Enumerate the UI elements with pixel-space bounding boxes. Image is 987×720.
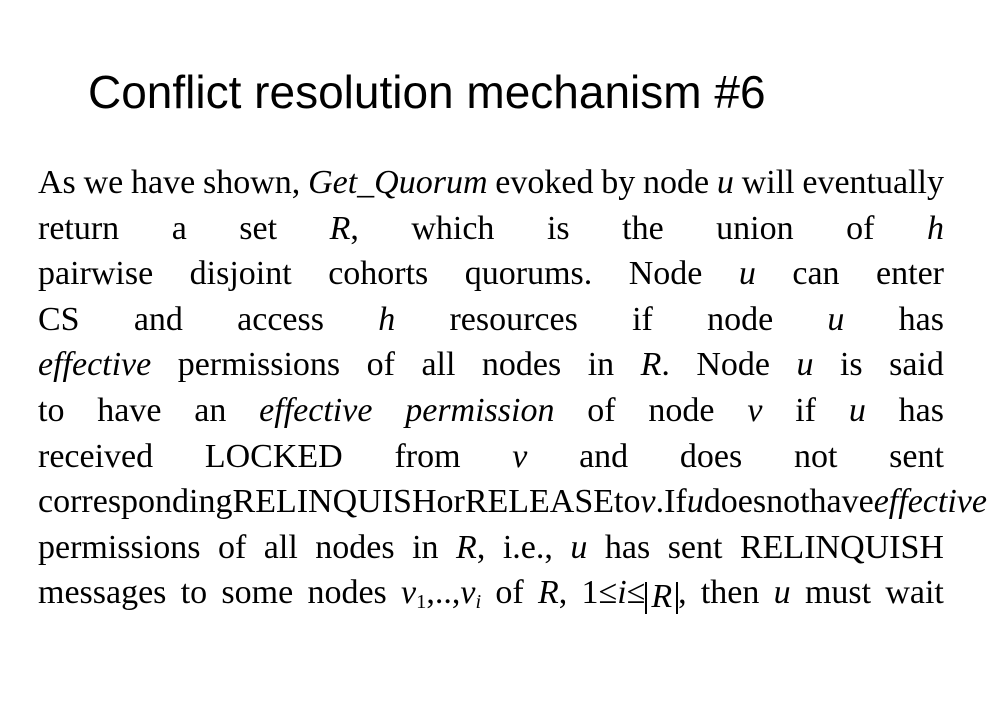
word: node bbox=[643, 164, 710, 201]
word: RELINQUISH bbox=[739, 528, 944, 566]
word: we bbox=[83, 164, 124, 201]
word: union bbox=[716, 209, 794, 247]
word: quorums. bbox=[464, 255, 593, 293]
word: sent bbox=[889, 437, 944, 475]
word: have bbox=[809, 483, 874, 521]
word: does bbox=[703, 483, 767, 521]
word: node bbox=[707, 300, 774, 338]
word: not bbox=[793, 437, 838, 475]
word: RELINQUISH bbox=[232, 483, 437, 521]
word: of bbox=[587, 391, 616, 429]
word: all bbox=[421, 346, 456, 384]
word: access bbox=[237, 300, 324, 338]
word: h bbox=[378, 300, 396, 338]
text-line bbox=[38, 434, 944, 480]
word: have bbox=[97, 391, 162, 429]
word: permissions bbox=[177, 346, 341, 384]
word: is bbox=[839, 346, 863, 384]
word: of bbox=[495, 574, 524, 612]
text-line bbox=[38, 479, 987, 525]
word: nodes bbox=[481, 346, 562, 384]
word: u bbox=[848, 391, 866, 429]
word: R, bbox=[329, 209, 359, 247]
word: by bbox=[601, 164, 636, 201]
word: If bbox=[664, 483, 687, 521]
word: u bbox=[570, 528, 588, 566]
word: can bbox=[792, 255, 840, 293]
word: shown, bbox=[202, 164, 301, 201]
word: of bbox=[217, 528, 247, 566]
word: R, bbox=[537, 574, 568, 612]
word: an bbox=[194, 391, 227, 429]
word: or bbox=[436, 483, 465, 521]
word: a bbox=[171, 209, 187, 247]
slide-title: Conflict resolution mechanism #6 bbox=[88, 66, 766, 118]
word: has bbox=[898, 391, 944, 429]
word: does bbox=[679, 437, 743, 475]
word: of bbox=[846, 209, 875, 247]
word: i.e., bbox=[502, 528, 553, 566]
word: nodes bbox=[307, 574, 387, 612]
text-line bbox=[38, 525, 944, 571]
word: received bbox=[38, 437, 154, 475]
word: Node bbox=[696, 346, 771, 384]
word: the bbox=[622, 209, 664, 247]
word: have bbox=[131, 164, 196, 201]
word: said bbox=[889, 346, 944, 384]
word: return bbox=[38, 209, 120, 247]
word: corresponding bbox=[38, 483, 233, 521]
word: u bbox=[738, 255, 756, 293]
word: cohorts bbox=[328, 255, 429, 293]
word: if bbox=[795, 391, 817, 429]
text-line bbox=[38, 160, 944, 206]
word: not bbox=[766, 483, 810, 521]
word: effective bbox=[873, 483, 987, 521]
word: from bbox=[394, 437, 461, 475]
word: $v_1,..,v_i$ bbox=[401, 574, 482, 614]
word: u bbox=[686, 483, 704, 521]
word: R. bbox=[640, 346, 670, 384]
word: resources bbox=[449, 300, 578, 338]
word: 1≤i≤ R , bbox=[581, 574, 687, 616]
word: in bbox=[412, 528, 439, 566]
word: and bbox=[133, 300, 183, 338]
word: CS bbox=[38, 300, 80, 338]
word: effective bbox=[259, 391, 373, 429]
word: R, bbox=[456, 528, 486, 566]
word: u bbox=[773, 574, 791, 612]
word: u bbox=[716, 164, 734, 201]
word: is bbox=[546, 209, 570, 247]
word: wait bbox=[885, 574, 944, 612]
word: permissions bbox=[38, 528, 201, 566]
word: eventually bbox=[802, 164, 944, 201]
word: v bbox=[747, 391, 763, 429]
word: nodes bbox=[315, 528, 395, 566]
word: u bbox=[796, 346, 814, 384]
word: h bbox=[926, 209, 944, 247]
text-line bbox=[38, 297, 944, 343]
word: evoked bbox=[495, 164, 594, 201]
word: all bbox=[263, 528, 298, 566]
word: has bbox=[604, 528, 651, 566]
text-line bbox=[38, 251, 944, 297]
word: Node bbox=[628, 255, 703, 293]
text-line bbox=[38, 342, 944, 388]
word: pairwise bbox=[38, 255, 154, 293]
word: sent bbox=[667, 528, 723, 566]
word: effective bbox=[38, 346, 152, 384]
slide-body-text bbox=[38, 160, 987, 616]
word: node bbox=[648, 391, 715, 429]
word: LOCKED bbox=[204, 437, 343, 475]
word: messages bbox=[38, 574, 167, 612]
word: set bbox=[239, 209, 278, 247]
text-line bbox=[38, 570, 944, 616]
word: enter bbox=[876, 255, 944, 293]
word: u bbox=[827, 300, 845, 338]
word: Get_Quorum bbox=[308, 164, 488, 201]
word: to bbox=[180, 574, 208, 612]
text-line bbox=[38, 206, 944, 252]
word: which bbox=[411, 209, 495, 247]
word: must bbox=[804, 574, 872, 612]
word: to bbox=[38, 391, 65, 429]
word: RELEASE bbox=[464, 483, 615, 521]
word: v. bbox=[640, 483, 665, 521]
word: then bbox=[700, 574, 760, 612]
word: As bbox=[38, 164, 76, 201]
word: will bbox=[741, 164, 795, 201]
word: v bbox=[512, 437, 528, 475]
word: has bbox=[898, 300, 944, 338]
word: permission bbox=[405, 391, 555, 429]
word: if bbox=[632, 300, 653, 338]
word: to bbox=[614, 483, 641, 521]
word: of bbox=[366, 346, 395, 384]
word: some bbox=[221, 574, 294, 612]
text-line bbox=[38, 388, 944, 434]
word: in bbox=[587, 346, 615, 384]
word: disjoint bbox=[189, 255, 292, 293]
word: and bbox=[579, 437, 629, 475]
